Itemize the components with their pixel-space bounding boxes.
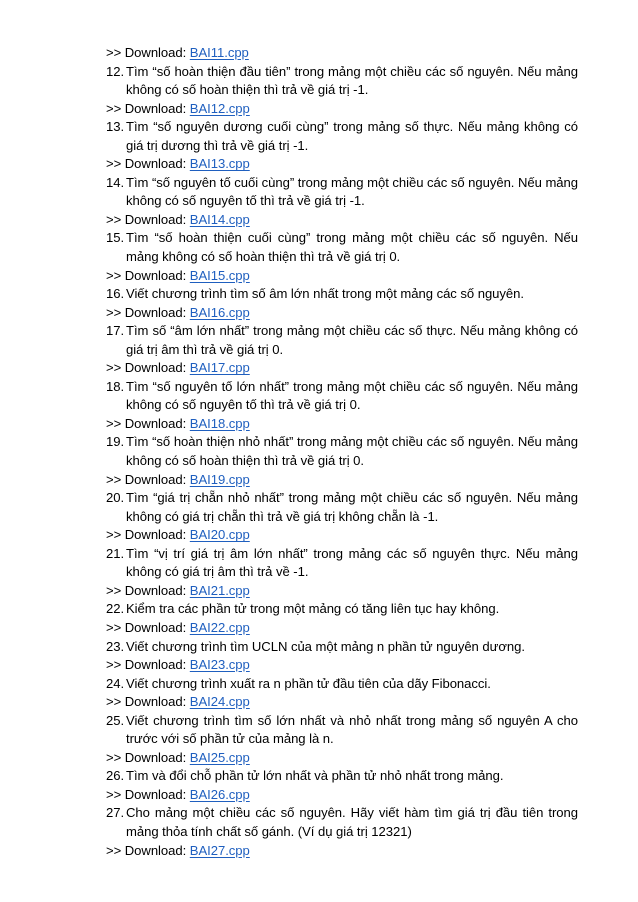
exercise-item	[106, 433, 578, 470]
exercise-item	[106, 712, 578, 749]
exercise-text: Cho mảng một chiều các số nguyên. Hãy viết hàm tìm giá trị đầu tiên trong mảng thỏa tính chất số gánh. (Ví dụ giá trị 12321)	[126, 805, 578, 839]
exercise-number: 21.	[106, 545, 125, 561]
download-link[interactable]: BAI27.cpp	[189, 842, 250, 858]
download-link[interactable]: BAI22.cpp	[189, 619, 250, 635]
download-prefix: >> Download:	[106, 211, 190, 227]
download-prefix: >> Download:	[106, 749, 190, 765]
download-prefix: >> Download:	[106, 304, 190, 320]
download-link[interactable]: BAI21.cpp	[189, 582, 250, 598]
exercise-text: Viết chương trình tìm UCLN của một mảng n phần tử nguyên dương.	[126, 638, 525, 654]
exercise-text: Tìm “số nguyên tố lớn nhất” trong mảng một chiều các số nguyên. Nếu mảng không có số nguyên tố thì trả về giá trị 0.	[126, 378, 578, 413]
exercise-number: 18.	[106, 378, 125, 394]
download-prefix: >> Download:	[106, 582, 190, 598]
exercise-item	[106, 378, 578, 415]
download-link[interactable]: BAI16.cpp	[189, 304, 250, 320]
download-link[interactable]: BAI12.cpp	[189, 100, 250, 116]
download-prefix: >> Download:	[106, 100, 190, 116]
exercise-item	[106, 174, 578, 211]
download-link[interactable]: BAI13.cpp	[189, 156, 250, 172]
download-line	[106, 211, 578, 230]
exercise-item	[106, 545, 578, 582]
exercise-item	[106, 638, 578, 657]
download-link[interactable]: BAI24.cpp	[189, 694, 250, 710]
exercise-item	[106, 322, 578, 359]
exercise-number: 24.	[106, 675, 125, 691]
download-line	[106, 44, 578, 63]
exercise-text: Viết chương trình xuất ra n phần tử đầu tiên của dãy Fibonacci.	[126, 675, 491, 691]
exercise-item	[106, 285, 578, 304]
download-link[interactable]: BAI25.cpp	[189, 749, 250, 765]
download-link[interactable]: BAI26.cpp	[189, 786, 250, 802]
download-line	[106, 100, 578, 119]
exercise-item	[106, 675, 578, 694]
download-link[interactable]: BAI17.cpp	[189, 360, 250, 376]
download-line	[106, 304, 578, 323]
download-link[interactable]: BAI23.cpp	[189, 657, 250, 673]
download-link[interactable]: BAI19.cpp	[189, 471, 250, 487]
download-line	[106, 526, 578, 545]
download-link[interactable]: BAI14.cpp	[189, 211, 250, 227]
exercise-number: 13.	[106, 119, 125, 135]
download-prefix: >> Download:	[106, 842, 190, 858]
exercise-list	[106, 63, 578, 861]
exercise-number: 12.	[106, 63, 125, 79]
exercise-text: Viết chương trình tìm số lớn nhất và nhỏ nhất trong mảng số nguyên A cho trước với số phần tử của mảng là n.	[126, 712, 578, 747]
exercise-number: 14.	[106, 174, 125, 190]
download-link-bai11[interactable]: BAI11.cpp	[189, 45, 249, 60]
exercise-number: 22.	[106, 601, 125, 617]
download-prefix: >> Download:	[106, 415, 190, 431]
download-line	[106, 155, 578, 174]
exercise-number: 16.	[106, 286, 125, 302]
download-prefix: >> Download:	[106, 267, 190, 283]
exercise-number: 27.	[106, 805, 125, 821]
download-line	[106, 415, 578, 434]
exercise-item	[106, 229, 578, 266]
download-line	[106, 471, 578, 490]
exercise-number: 19.	[106, 434, 125, 450]
exercise-item	[106, 63, 578, 100]
download-prefix: >> Download:	[106, 657, 190, 673]
exercise-text: Viết chương trình tìm số âm lớn nhất trong một mảng các số nguyên.	[126, 286, 524, 302]
exercise-text: Tìm “số nguyên tố cuối cùng” trong mảng một chiều các số nguyên. Nếu mảng không có số nguyên tố thì trả về giá trị -1.	[126, 174, 578, 209]
exercise-text: Tìm “số hoàn thiện đầu tiên” trong mảng một chiều các số nguyên. Nếu mảng không có số hoàn thiện thì trả về giá trị -1.	[126, 63, 578, 98]
exercise-number: 17.	[106, 323, 125, 339]
exercise-text: Tìm “số hoàn thiện cuối cùng” trong mảng một chiều các số nguyên. Nếu mảng không có số hoàn thiện thì trả về giá trị 0.	[126, 230, 578, 265]
download-line	[106, 359, 578, 378]
download-line	[106, 749, 578, 768]
exercise-item	[106, 118, 578, 155]
download-prefix: >> Download:	[106, 471, 190, 487]
download-link[interactable]: BAI20.cpp	[189, 527, 250, 543]
exercise-text: Tìm số “âm lớn nhất” trong mảng một chiều các số thực. Nếu mảng không có giá trị âm thì trả về giá trị 0.	[126, 323, 578, 357]
exercise-item	[106, 489, 578, 526]
exercise-text: Tìm và đổi chỗ phần tử lớn nhất và phần tử nhỏ nhất trong mảng.	[126, 768, 504, 784]
exercise-number: 15.	[106, 230, 125, 246]
download-prefix: >> Download:	[106, 360, 190, 376]
download-line	[106, 619, 578, 638]
exercise-number: 26.	[106, 768, 125, 784]
download-link[interactable]: BAI18.cpp	[189, 415, 250, 431]
download-prefix: >> Download:	[106, 619, 190, 635]
download-line	[106, 656, 578, 675]
exercise-item	[106, 767, 578, 786]
download-line	[106, 582, 578, 601]
download-line	[106, 267, 578, 286]
exercise-text: Tìm “số hoàn thiện nhỏ nhất” trong mảng một chiều các số nguyên. Nếu mảng không có số hoàn thiện thì trả về giá trị 0.	[126, 434, 578, 469]
exercise-number: 25.	[106, 712, 125, 728]
download-line	[106, 786, 578, 805]
exercise-text: Tìm “giá trị chẵn nhỏ nhất” trong mảng một chiều các số nguyên. Nếu mảng không có giá trị chẵn thì trả về giá trị không chẵn là -1.	[126, 490, 578, 524]
download-line	[106, 693, 578, 712]
download-prefix: >> Download:	[106, 694, 190, 710]
exercise-text: Tìm “vị trí giá trị âm lớn nhất” trong mảng các số nguyên thực. Nếu mảng không có giá trị âm thì trả về -1.	[126, 545, 578, 580]
exercise-item	[106, 804, 578, 841]
exercise-text: Kiểm tra các phần tử trong một mảng có tăng liên tục hay không.	[126, 601, 500, 617]
exercise-number: 20.	[106, 490, 125, 506]
exercise-item	[106, 600, 578, 619]
download-prefix: >> Download:	[106, 786, 190, 802]
download-prefix: >> Download:	[106, 527, 190, 543]
exercise-number: 23.	[106, 638, 125, 654]
download-prefix: >> Download:	[106, 156, 190, 172]
download-link[interactable]: BAI15.cpp	[189, 267, 250, 283]
download-prefix: >> Download:	[106, 45, 190, 60]
download-line	[106, 842, 578, 861]
exercise-text: Tìm “số nguyên dương cuối cùng” trong mảng số thực. Nếu mảng không có giá trị dương thì trả về giá trị -1.	[126, 119, 578, 153]
